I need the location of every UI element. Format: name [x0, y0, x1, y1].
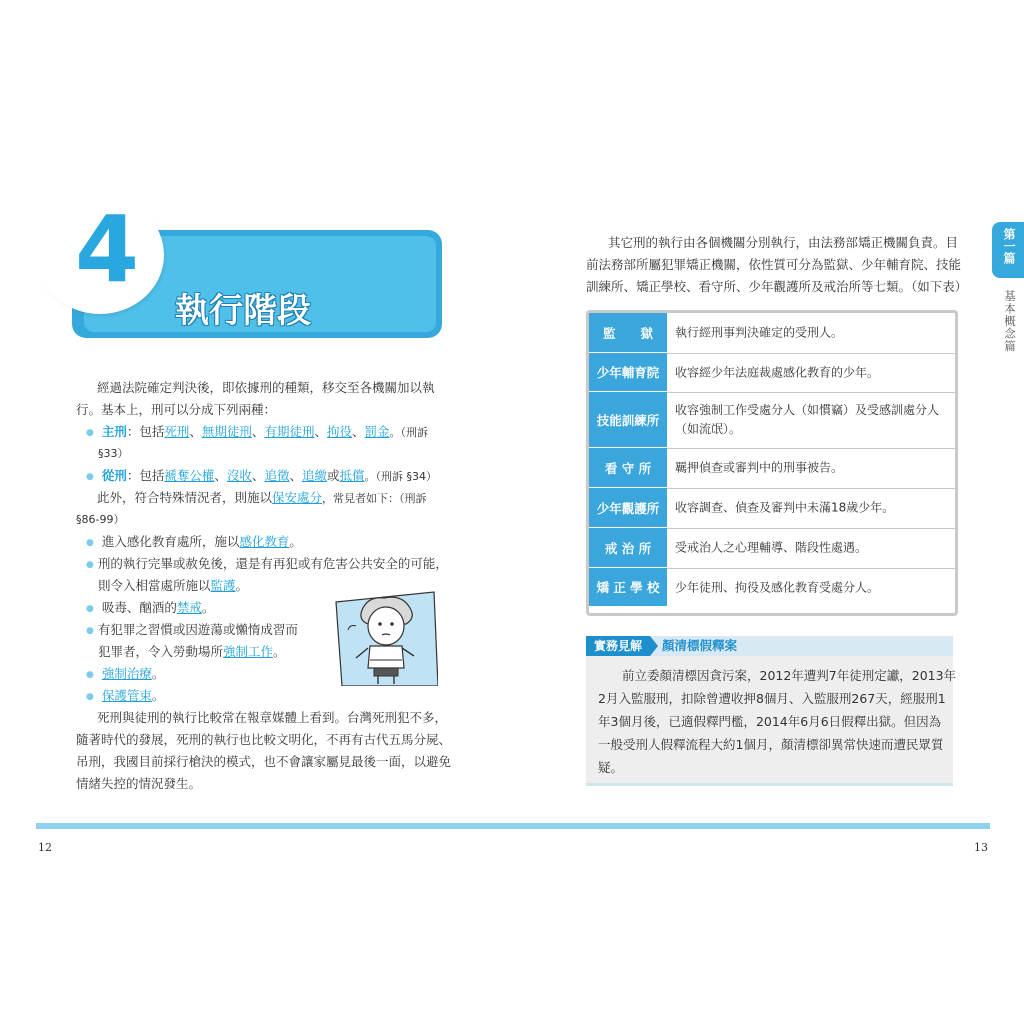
section-side-tab-label: 第一篇	[1002, 228, 1016, 264]
sub-penalty-label: 從刑	[101, 468, 127, 483]
table-row	[589, 528, 955, 569]
special-line-2: §86-99）	[76, 513, 125, 526]
measure-2-term: 監護	[210, 578, 236, 593]
table-row	[589, 392, 955, 449]
main-penalty-label: 主刑	[101, 424, 127, 439]
intro-line-1: 經過法院確定判決後，即依據刑的種類，移交至各機關加以執	[97, 380, 435, 395]
measure-item-4-cont	[98, 641, 286, 663]
table-row-label: 監 獄	[589, 313, 667, 353]
intro-line-2: 行。基本上，刑可以分成下列兩種：	[76, 402, 277, 417]
special-text-a: 此外，符合特殊情況者，則施以	[97, 490, 273, 505]
correctional-institutions-table	[586, 310, 958, 616]
case-line-1: 前立委顏清標因貪污案，2012年遭判7年徒刑定讞，2013年	[622, 668, 957, 683]
measure-4-term: 強制工作	[223, 644, 274, 659]
chapter-number: 4	[74, 196, 139, 303]
sep: 、	[189, 424, 202, 439]
measure-4-text: 犯罪者，令入勞動場所	[98, 644, 224, 659]
right-intro-line-3: 訓練所、矯正學校、看守所、少年觀護所及戒治所等七類。（如下表）	[586, 279, 968, 294]
special-text-b: ，常見者如下：（刑訴	[322, 492, 427, 505]
measure-1-term: 感化教育	[239, 534, 290, 549]
main-penalty-3: 有期徒刑	[264, 424, 315, 439]
main-penalty-item	[86, 421, 428, 446]
special-line-1	[97, 487, 427, 510]
measure-3-text: 吸毒、酗酒的	[101, 600, 177, 615]
table-row-desc: 收容強制工作受處分人（如慣竊）及受感訓處分人（如流氓）。	[675, 403, 940, 436]
paragraph-line-3: 吊刑，我國目前採行槍決的模式，也不會讓家屬見最後一面，以避免	[76, 754, 452, 769]
measure-item-2-cont	[98, 575, 248, 597]
sep: 、	[214, 468, 227, 483]
table-row	[589, 488, 955, 529]
main-penalty-5: 罰金	[364, 424, 390, 439]
table-row	[589, 568, 955, 607]
main-penalty-4: 拘役	[326, 424, 352, 439]
right-page-number: 13	[974, 841, 988, 854]
paragraph-line-2: 隨著時代的發展，死刑的執行也比較文明化，不再有古代五馬分屍、	[76, 732, 452, 747]
sub-penalty-item	[86, 465, 437, 490]
table-row-desc: 收容經少年法庭裁處感化教育的少年。	[675, 365, 880, 379]
table-row-desc: 收容調查、偵查及審判中未滿18歲少年。	[675, 500, 895, 515]
sub-penalty-3: 追徵	[264, 468, 290, 483]
measure-item-5	[86, 663, 164, 688]
measure-2-text: 則令入相當處所施以	[98, 578, 211, 593]
chapter-title: 執行階段	[175, 291, 311, 331]
sub-penalty-4: 追繳	[301, 468, 327, 483]
sep: 、	[289, 468, 302, 483]
sub-penalty-prefix: ：包括	[126, 468, 165, 483]
right-intro-line-1: 其它刑的執行由各個機關分別執行，由法務部矯正機關負責。目	[608, 235, 959, 250]
sep: 、	[251, 424, 265, 439]
measure-6-end: 。	[151, 688, 165, 703]
security-measure-term: 保安處分	[272, 490, 323, 505]
main-penalty-ref-2: §33）	[98, 447, 129, 460]
measure-5-end: 。	[151, 666, 165, 681]
table-row-label: 技能訓練所	[589, 392, 667, 448]
table-row	[589, 313, 955, 354]
table-row-desc: 羈押偵查或審判中的刑事被告。	[675, 460, 844, 475]
case-line-2: 2月入監服刑，扣除曾遭收押8個月、入監服刑267天，經服刑1	[598, 691, 946, 706]
main-penalty-prefix: ：包括	[126, 424, 165, 439]
sub-penalty-2: 沒收	[226, 468, 252, 483]
measure-4-end: 。	[273, 644, 286, 659]
measure-2-end: 。	[235, 578, 249, 593]
measure-5-term: 強制治療	[101, 666, 152, 681]
measure-1-text: 進入感化教育處所，施以	[101, 534, 240, 549]
sub-penalty-1: 褫奪公權	[164, 468, 215, 483]
sep: 、	[251, 468, 265, 483]
table-row-label: 少年輔育院	[589, 353, 667, 392]
measure-3-end: 。	[201, 600, 215, 615]
measure-item-4: ● 有犯罪之習慣或因遊蕩或懶惰成習而	[86, 619, 298, 644]
left-page-number: 12	[38, 841, 52, 854]
case-line-4: 一般受刑人假釋流程大約1個月，顏清標卻異常快速而遭民眾質	[598, 737, 944, 752]
case-study-tag: 實務見解	[586, 636, 650, 656]
sub-penalty-or: 或	[326, 468, 340, 483]
sub-penalty-ref: 。（刑訴 §34）	[364, 470, 438, 483]
measure-item-6	[86, 685, 164, 710]
measure-item-3	[86, 597, 214, 622]
footer-rule	[36, 823, 990, 829]
measure-item-1	[86, 531, 302, 556]
paragraph-line-1: 死刑與徒刑的執行比較常在報章媒體上看到。台灣死刑犯不多，	[97, 710, 448, 725]
table-row	[589, 448, 955, 489]
table-row-desc: 少年徒刑、拘役及感化教育受處分人。	[675, 580, 880, 594]
case-line-5: 疑。	[598, 760, 624, 775]
right-intro-line-2: 前法務部所屬犯罪矯正機關，依性質可分為監獄、少年輔育院、技能	[586, 257, 962, 272]
table-row-label: 看 守 所	[589, 448, 667, 488]
section-side-label: 基本概念篇	[1003, 290, 1017, 353]
sep: 、	[351, 424, 365, 439]
table-row-label: 戒 治 所	[589, 528, 667, 568]
main-penalty-1: 死刑	[164, 424, 190, 439]
table-row-label: 矯 正 學 校	[589, 568, 667, 607]
measure-item-2: ● 刑的執行完畢或赦免後，還是有再犯或有危害公共安全的可能，	[86, 553, 448, 578]
case-line-3: 年3個月後，已適假釋門檻，2014年6月6日假釋出獄。但因為	[598, 714, 942, 729]
sub-penalty-5: 抵償	[339, 468, 365, 483]
case-study-bottom-rule	[586, 783, 953, 786]
table-row-label: 少年觀護所	[589, 488, 667, 528]
sep: 、	[314, 424, 327, 439]
table-row	[589, 353, 955, 393]
prisoner-cartoon-illustration	[332, 588, 438, 686]
case-tag-arrow-icon	[650, 636, 658, 656]
measure-1-end: 。	[289, 534, 302, 549]
measure-6-term: 保護管束	[101, 688, 152, 703]
table-row-desc: 受戒治人之心理輔導、階段性處遇。	[675, 540, 868, 555]
main-penalty-ref: 。（刑訴	[389, 426, 429, 439]
case-study-title: 顏清標假釋案	[662, 638, 738, 653]
paragraph-line-4: 情緒失控的情況發生。	[76, 776, 202, 791]
measure-3-term: 禁戒	[176, 600, 202, 615]
main-penalty-2: 無期徒刑	[201, 424, 252, 439]
table-row-desc: 執行經刑事判決確定的受刑人。	[675, 325, 844, 340]
